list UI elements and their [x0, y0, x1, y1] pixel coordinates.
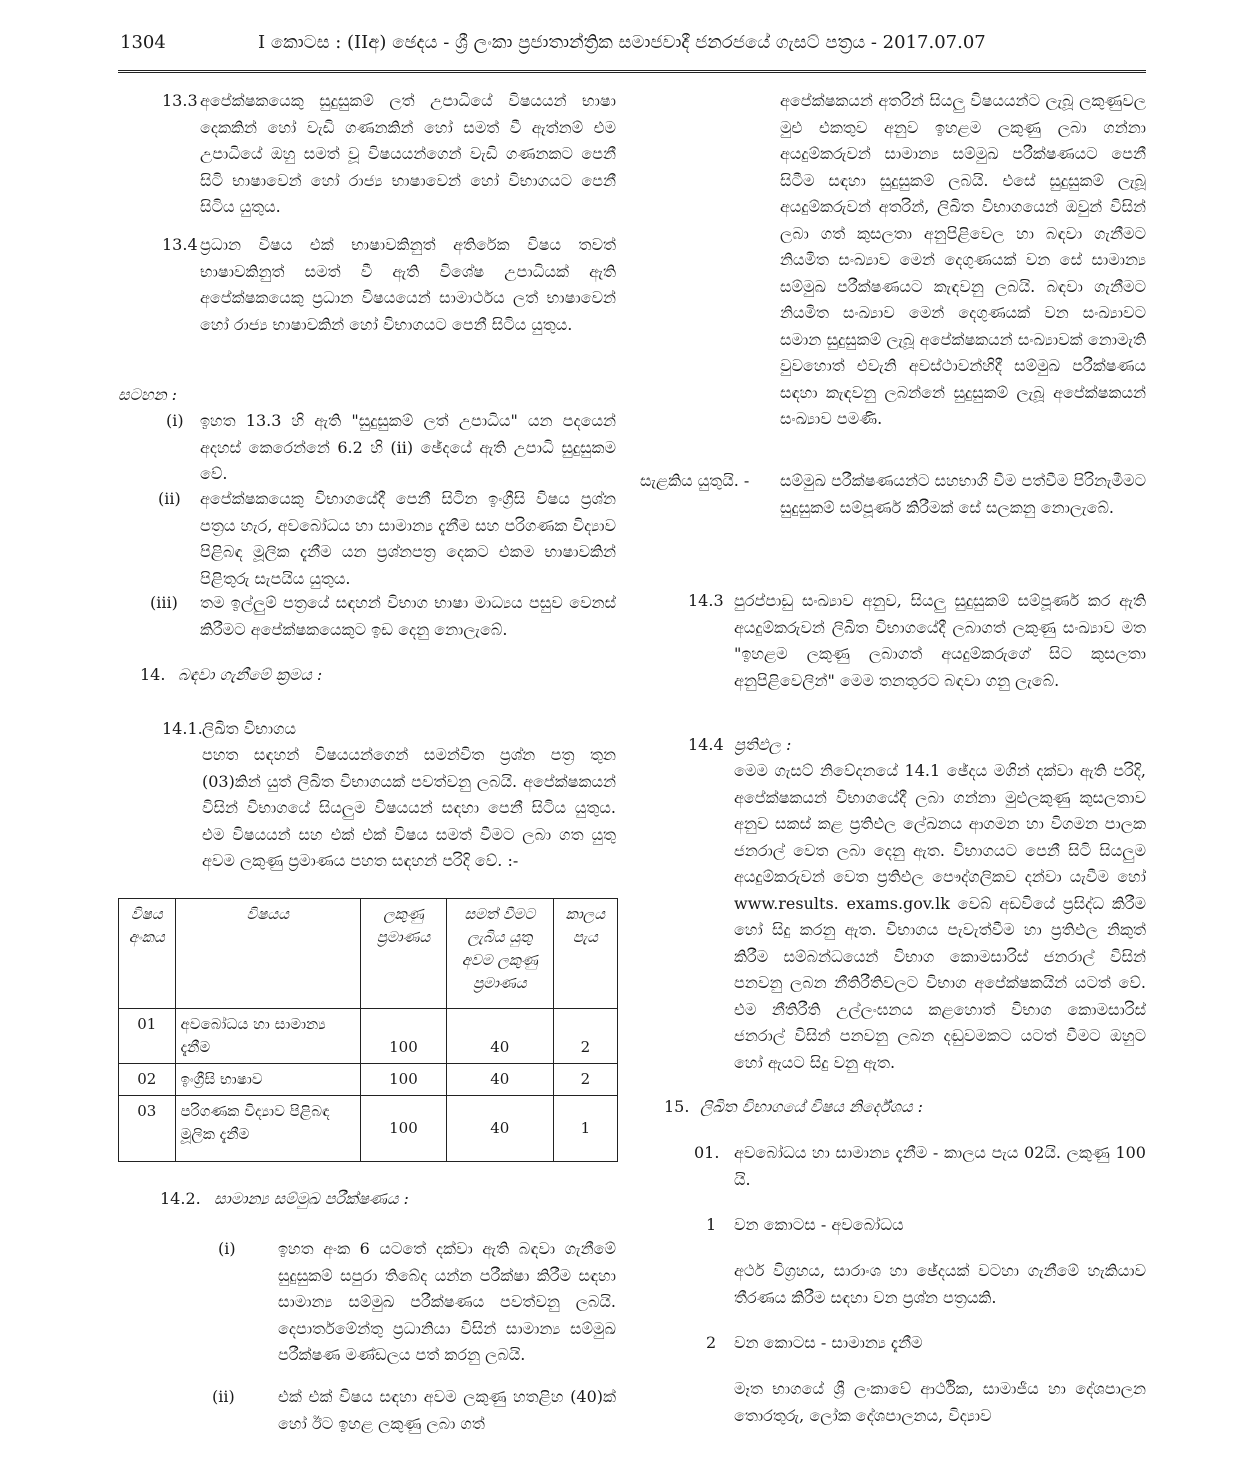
note-iii-number: (iii) [150, 593, 178, 612]
section-14-2-number: 14.2. [160, 1189, 201, 1208]
section-13-4-text: ප්‍රධාන විෂය එක් භාෂාවකිනුත් අතිරේක විෂය තවත් භාෂාවකිනුත් සමත් වී ඇති විශේෂ උපාධියක් ඇති අපේක්ෂකයෙකු ප්‍රධාන විෂයයෙන් සාමාර්ථය ලත් භාෂාවෙන් හෝ රාජ්‍ය භාෂාවකින් හෝ විභාගයට පෙනී සිටිය යුතුය. [200, 235, 616, 334]
section-14-4-text: මෙම ගැසට් නිවේදනයේ 14.1 ඡේදය මගින් දක්වා ඇති පරිදි, අපේක්ෂකයන් විභාගයේදී ලබා ගන්නා මුළුලකුණු කුසලතාව අනුව සකස් කළ ප්‍රතිඵල ලේඛනය ආගමන හා විගමන පාලක ජනරාල් වෙත ලබා දෙනු ඇත. විභාගයට පෙනී සිටි සියලුම අයදුම්කරුවන් වෙත ප්‍රතිඵල පෞද්ගලිකව දන්වා යැවීම හෝ www.results. exams.gov.lk වෙබ් අඩවියේ ප්‍රසිද්ධ කිරීම හෝ සිදු කරනු ඇත. විභාගය පැවැත්වීම හා ප්‍රතිඵල නිකුත් කිරීම සම්බන්ධයෙන් විභාග කොමසාරිස් ජනරාල් විසින් පනවනු ලබන නීතිරීතිවලට විභාග අපේක්ෂකයින් යටත් වේ. එම නීතිරීති උල්ලංඝනය කළහොත් විභාග කොමසාරිස් ජනරාල් විසින් පනවනු ලබන දඬුවමකට යටත් වීමට ඔහුට හෝ ඇයට සිදු වනු ඇත. [734, 761, 1146, 1072]
table-header-cell: කාලය පැය [553, 899, 617, 1009]
note-i-text: ඉහත 13.3 හි ඇති "සුදුසුකම් ලත් උපාධිය" යන පදයෙන් අදහස් කෙරෙන්නේ 6.2 හි (ii) ඡේදයේ ඇති උපාධි සුදුසුකම වේ. [200, 411, 616, 483]
section-14-4-title: ප්‍රතිඵල : [734, 735, 792, 754]
table-row [119, 1064, 618, 1096]
exam-subjects-table [118, 898, 618, 1162]
section-14-2-title: සාමාන්‍ය සම්මුඛ පරීක්ෂණය : [214, 1189, 409, 1208]
section-13-3-number: 13.3 [162, 91, 198, 110]
note-ii-text: අපේක්ෂකයෙකු විභාගයේදී පෙනී සිටින ඉංග්‍රීසි විෂය ප්‍රශ්න පත්‍රය හැර, අවබෝධය හා සාමාන්‍ය දැනීම සහ පරිගණක විද්‍යාව පිළිබඳ මූලික දැනීම යන ප්‍රශ්නපත්‍ර දෙකට එකම භාෂාවකින් පිළිතුරු සැපයිය යුතුය. [200, 489, 616, 588]
section-15-title: ලිඛිත විභාගයේ විෂය නිර්දේශය : [700, 1097, 924, 1116]
table-cell: ඉංග්‍රීසි භාෂාව [175, 1064, 360, 1096]
section-14-2-i-text: ඉහත අංක 6 යටතේ දක්වා ඇති බඳවා ගැනීමේ සුදුසුකම් සපුරා තිබේද යන්න පරීක්ෂා කිරීම සඳහා සාමාන්‍ය සම්මුඛ පරීක්ෂණය පවත්වනු ලබයි. දෙපාර්තමේන්තු ප්‍රධානියා විසින් සාමාන්‍ය සම්මුඛ පරීක්ෂණ මණ්ඩලය පත් කරනු ලබයි. [278, 1239, 616, 1364]
section-14-3-text: පුරප්පාඩු සංඛ්‍යාව අනුව, සියලු සුදුසුකම් සම්පූර්ණ කර ඇති අයදුම්කරුවන් ලිඛිත විභාගයේදී ලබාගත් ලකුණු සංඛ්‍යාව මත "ඉහළම ලකුණු ලබාගත් අයදුම්කරුගේ සිට කුසලතා අනුපිළිවෙලින්" මෙම තනතුරට බඳවා ගනු ලැබේ. [734, 591, 1146, 690]
table-cell: 01 [119, 1009, 176, 1064]
gazette-title: I කොටස : (IIඅ) ඡෙදය - ශ්‍රී ලංකා ප්‍රජාතාන්ත්‍රික සමාජවාදී ජනරජයේ ගැසට් පත්‍රය - 2017.07.07 [258, 32, 986, 53]
part-2-text: මෑත භාගයේ ශ්‍රී ලංකාවේ ආර්ථික, සාමාජීය හා දේශපාලන තොරතුරු, ලෝක දේශපාලනය, විද්‍යාව [734, 1379, 1146, 1425]
section-14-4-number: 14.4 [688, 735, 724, 754]
section-13-3-text: අපේක්ෂකයෙකු සුදුසුකම් ලත් උපාධියේ විෂයයන් භාෂා දෙකකින් හෝ වැඩි ගණනකින් හෝ සමත් වී ඇත්නම් එම උපාධියේ ඔහු සමත් වූ විෂයයන්ගෙන් වැඩි ගණනකට පෙනී සිටි භාෂාවෙන් හෝ රාජ්‍ය භාෂාවෙන් හෝ විභාගයට පෙනී සිටිය යුතුය. [200, 91, 616, 216]
table-cell: 1 [553, 1096, 617, 1162]
section-15-number: 15. [664, 1097, 690, 1116]
table-header-cell: සමත් වීමට ලැබිය යුතු අවම ලකුණු ප්‍රමාණය [446, 899, 553, 1009]
table-cell: 40 [446, 1064, 553, 1096]
attention-label: සැළකිය යුතුයි. - [640, 471, 750, 490]
note-iii-text: තම ඉල්ලුම් පත්‍රයේ සඳහන් විභාග භාෂා මාධ්‍යය පසුව වෙනස් කිරීමට අපේක්ෂකයෙකුට ඉඩ දෙනු නොලැබේ. [200, 593, 616, 639]
table-cell: 2 [553, 1064, 617, 1096]
table-cell: 02 [119, 1064, 176, 1096]
table-cell: 100 [360, 1064, 446, 1096]
part-1-number: 1 [706, 1215, 717, 1234]
section-14-1-number: 14.1. [162, 719, 203, 738]
table-row [119, 1009, 618, 1064]
table-cell: 03 [119, 1096, 176, 1162]
section-14-3-number: 14.3 [688, 591, 724, 610]
page-number: 1304 [120, 32, 166, 53]
section-14-1-text: පහත සඳහන් විෂයයන්ගෙන් සමන්විත ප්‍රශ්න පත්‍ර තුන (03)කින් යුත් ලිඛිත විභාගයක් පවත්වනු ලබයි. අපේක්ෂකයන් විසින් විභාගයේ සියලුම විෂයයන් සඳහා පෙනී සිටිය යුතුය. එම විෂයයන් සහ එක් එක් විෂය සමත් වීමට ලබා ගත යුතු අවම ලකුණු ප්‍රමාණය පහත සඳහන් පරිදි වේ. :- [202, 745, 616, 870]
table-cell: 40 [446, 1009, 553, 1064]
part-1-text: අර්ථ විග්‍රහය, සාරාංශ හා ඡේදයක් වටහා ගැනීමේ හැකියාව තීරණය කිරීම සඳහා වන ප්‍රශ්න පත්‍රයකි. [734, 1261, 1146, 1307]
section-14-2-ii-text: එක් එක් විෂය සඳහා අවම ලකුණු හතළිහ (40)ක් හෝ ඊට ඉහළ ලකුණු ලබා ගත් [278, 1387, 616, 1433]
section-14-number: 14. [140, 665, 166, 684]
interview-continuation-text: අපේක්ෂකයන් අතරින් සියලු විෂයයන්ට ලැබූ ලකුණුවල මුළු එකතුව අනුව ඉහළම ලකුණු ලබා ගන්නා අයදුම්කරුවන් සාමාන්‍ය සම්මුඛ පරීක්ෂණයට පෙනී සිටීම සඳහා සුදුසුකම් ලබයි. එසේ සුදුසුකම් ලැබූ අයදුම්කරුවන් අතරින්, ලිඛිත විභාගයෙන් ඔවුන් විසින් ලබා ගත් කුසලතා අනුපිළිවෙල හා බඳවා ගැනීමට නියමිත සංඛ්‍යාව මෙන් දෙගුණයක් වන සේ සාමාන්‍ය සම්මුඛ පරීක්ෂණයට කැඳවනු ලබයි. බඳවා ගැනීමට නියමිත සංඛ්‍යාව මෙන් දෙගුණයක් වන සංඛ්‍යාවට සමාන සුදුසුකම් ලැබූ අපේක්ෂකයන් සංඛ්‍යාවක් නොමැති වුවහොත් එවැනි අවස්ථාවන්හිදී සම්මුඛ පරීක්ෂණය සඳහා කැඳවනු ලබන්නේ සුදුසුකම් ලැබූ අපේක්ෂකයන් සංඛ්‍යාව පමණි. [780, 91, 1146, 428]
section-14-2-i-number: (i) [218, 1239, 236, 1258]
table-cell: අවබෝධය හා සාමාන්‍ය දැනීම [175, 1009, 360, 1064]
table-cell: 2 [553, 1009, 617, 1064]
part-1-title: වන කොටස - අවබෝධය [734, 1215, 904, 1234]
table-cell: පරිගණක විද්‍යාව පිළිබඳ මූලික දැනීම [175, 1096, 360, 1162]
header-rule [118, 70, 1146, 73]
table-cell: 100 [360, 1009, 446, 1064]
section-14-1-title: ලිඛිත විභාගය [202, 719, 297, 738]
subject-01-number: 01. [694, 1143, 720, 1162]
attention-text: සම්මුඛ පරීක්ෂණයන්ට සහභාගි වීම පත්වීම පිරිනැමීමට සුදුසුකම් සම්පූර්ණ කිරීමක් සේ සලකනු නොලැබේ. [780, 471, 1146, 517]
table-header-cell: විෂයය [175, 899, 360, 1009]
part-2-number: 2 [706, 1333, 717, 1352]
subject-01-text: අවබෝධය හා සාමාන්‍ය දැනීම - කාලය පැය 02යි. ලකුණු 100 යි. [734, 1143, 1146, 1189]
section-13-4-number: 13.4 [162, 235, 198, 254]
section-14-2-ii-number: (ii) [212, 1387, 235, 1406]
note-ii-number: (ii) [158, 489, 181, 508]
table-header-cell: විෂය අංකය [119, 899, 176, 1009]
note-label: සටහන : [118, 385, 178, 404]
table-cell: 40 [446, 1096, 553, 1162]
table-header-cell: ලකුණු ප්‍රමාණය [360, 899, 446, 1009]
table-header-row [119, 899, 618, 1009]
note-i-number: (i) [166, 411, 184, 430]
table-row [119, 1096, 618, 1162]
section-14-title: බඳවා ගැනීමේ ක්‍රමය : [178, 665, 323, 684]
table-cell: 100 [360, 1096, 446, 1162]
part-2-title: වන කොටස - සාමාන්‍ය දැනීම [734, 1333, 923, 1352]
